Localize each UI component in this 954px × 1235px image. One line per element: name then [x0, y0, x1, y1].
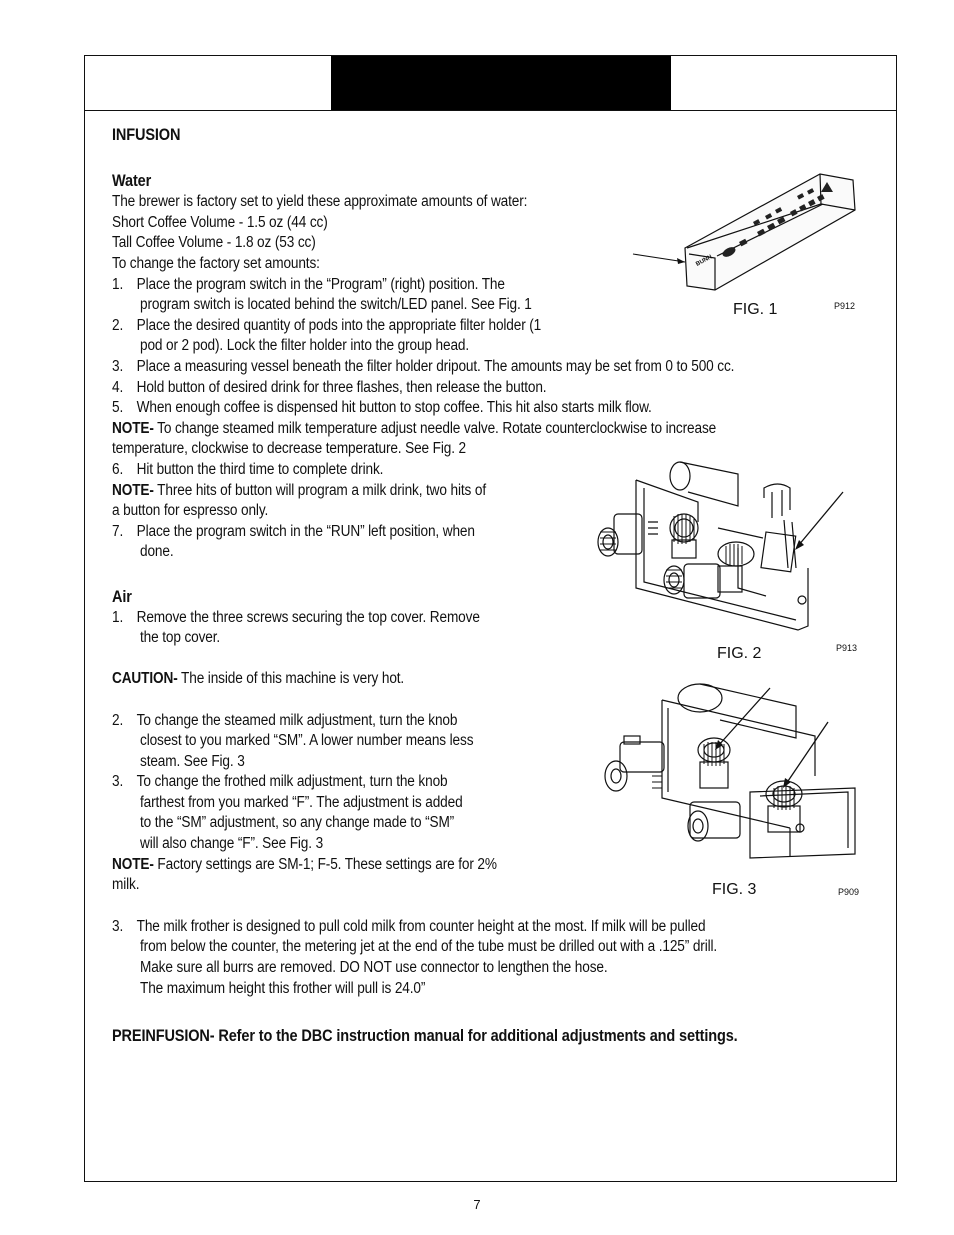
water-step-3: 3. Place a measuring vessel beneath the filter holder dripout. The amounts may be set from 0 to 500 cc. — [112, 358, 735, 375]
note-factory-settings: NOTE- Factory settings are SM-1; F-5. These settings are for 2% — [112, 856, 497, 873]
note-three-hits-cont: a button for espresso only. — [112, 502, 269, 519]
air-heading: Air — [112, 588, 132, 606]
short-volume: Short Coffee Volume - 1.5 oz (44 cc) — [112, 214, 328, 231]
water-step-2: 2. Place the desired quantity of pods into the appropriate filter holder (1 — [112, 317, 542, 334]
water-step-6: 6. Hit button the third time to complete drink. — [112, 461, 384, 478]
fig1-panel-brand: BUNN — [695, 254, 714, 268]
water-step-2-cont: pod or 2 pod). Lock the filter holder into the group head. — [140, 337, 470, 354]
air-step-3: 3. To change the frothed milk adjustment, turn the knob — [112, 773, 448, 790]
water-step-4: 4. Hold button of desired drink for three flashes, then release the button. — [112, 379, 547, 396]
air-step-3b-cont3: The maximum height this frother will pull is 24.0” — [140, 980, 426, 997]
water-step-7-cont: done. — [140, 543, 174, 560]
fig2-code: P913 — [836, 643, 858, 653]
fig1-label: FIG. 1 — [733, 301, 778, 318]
air-step-3-cont2: to the “SM” adjustment, so any change made to “SM” — [140, 814, 455, 831]
water-heading: Water — [112, 172, 152, 190]
fig1-switch-panel-illustration — [615, 168, 865, 298]
note-needle-valve-cont: temperature, clockwise to decrease temperature. See Fig. 2 — [112, 440, 466, 457]
air-step-1: 1. Remove the three screws securing the top cover. Remove — [112, 609, 480, 626]
air-step-2: 2. To change the steamed milk adjustment, turn the knob — [112, 712, 458, 729]
header-title-block — [331, 56, 671, 110]
air-step-3b: 3. The milk frother is designed to pull cold milk from counter height at the most. If milk will be pulled — [112, 918, 706, 935]
air-step-2-cont: closest to you marked “SM”. A lower number means less — [140, 732, 474, 749]
water-step-5: 5. When enough coffee is dispensed hit button to stop coffee. This hit also starts milk flow. — [112, 399, 652, 416]
fig2-needle-valve-illustration — [588, 458, 863, 638]
air-step-3-cont3: will also change “F”. See Fig. 3 — [140, 835, 324, 852]
water-step-1-cont: program switch is located behind the switch/LED panel. See Fig. 1 — [140, 296, 532, 313]
air-step-1-cont: the top cover. — [140, 629, 221, 646]
note-needle-valve: NOTE- To change steamed milk temperature adjust needle valve. Rotate counterclockwise to increase — [112, 420, 717, 437]
preinfusion-note: PREINFUSION- Refer to the DBC instruction manual for additional adjustments and settings. — [112, 1027, 738, 1045]
fig3-knob-illustration — [600, 678, 862, 878]
page-number: 7 — [473, 1197, 481, 1212]
fig3-code: P909 — [838, 887, 860, 897]
water-intro: The brewer is factory set to yield these approximate amounts of water: — [112, 193, 528, 210]
water-step-1: 1. Place the program switch in the “Program” (right) position. The — [112, 276, 505, 293]
header-bar — [85, 56, 896, 111]
fig1-code: P912 — [834, 301, 856, 311]
section-heading: INFUSION — [112, 126, 181, 144]
tall-volume: Tall Coffee Volume - 1.8 oz (53 cc) — [112, 234, 316, 251]
note-three-hits: NOTE- Three hits of button will program a milk drink, two hits of — [112, 482, 486, 499]
air-step-2-cont2: steam. See Fig. 3 — [140, 753, 245, 770]
fig3-label: FIG. 3 — [712, 881, 757, 898]
caution: CAUTION- The inside of this machine is very hot. — [112, 670, 405, 687]
air-step-3b-cont: from below the counter, the metering jet at the end of the tube must be drilled out with a .125” drill. — [140, 938, 718, 955]
fig2-label: FIG. 2 — [717, 645, 762, 662]
note-factory-settings-cont: milk. — [112, 876, 140, 893]
air-step-3-cont: farthest from you marked “F”. The adjustment is added — [140, 794, 463, 811]
water-step-7: 7. Place the program switch in the “RUN” left position, when — [112, 523, 475, 540]
change-intro: To change the factory set amounts: — [112, 255, 320, 272]
air-step-3b-cont2: Make sure all burrs are removed. DO NOT use connector to lengthen the hose. — [140, 959, 608, 976]
